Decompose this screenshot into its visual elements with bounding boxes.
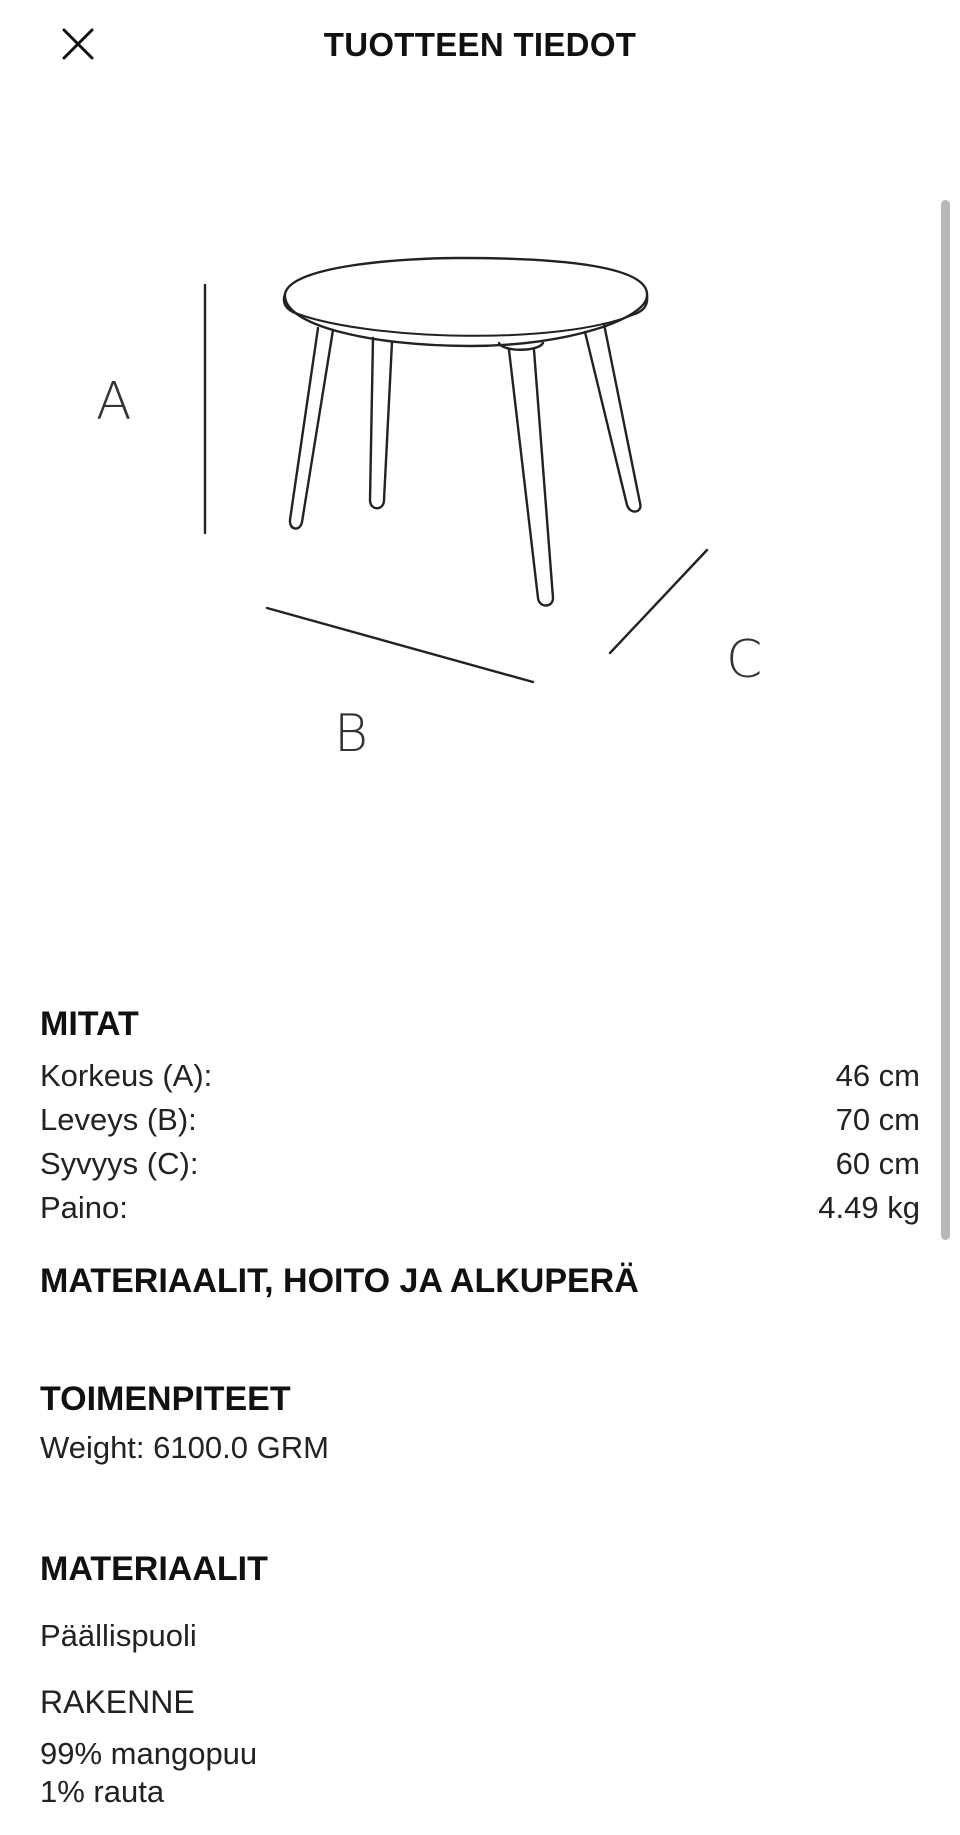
composition-item: 1% rauta — [40, 1774, 165, 1809]
dimension-value: 70 cm — [835, 1102, 920, 1137]
dimension-value: 46 cm — [835, 1058, 920, 1093]
measures-title: TOIMENPITEET — [40, 1380, 291, 1418]
dimension-label-a: A — [96, 372, 132, 432]
header — [0, 0, 960, 92]
materials-title: MATERIAALIT — [40, 1550, 268, 1588]
materials-care-origin-heading[interactable]: MATERIAALIT, HOITO JA ALKUPERÄ — [40, 1262, 639, 1300]
dimensions-title: MITAT — [40, 1005, 139, 1043]
dimension-value: 60 cm — [835, 1146, 920, 1181]
dimension-row-height — [40, 1058, 920, 1102]
dimension-value: 4.49 kg — [818, 1190, 920, 1225]
page-title: TUOTTEEN TIEDOT — [323, 26, 637, 63]
dimension-label: Syvyys (C): — [40, 1146, 199, 1181]
materials-side: Päällispuoli — [40, 1618, 197, 1653]
dimension-diagram — [0, 200, 960, 820]
dimension-row-weight — [40, 1190, 920, 1234]
dimension-label: Paino: — [40, 1190, 128, 1225]
dimension-label-c: C — [726, 630, 763, 690]
dimension-row-width — [40, 1102, 920, 1146]
composition-item: 99% mangopuu — [40, 1736, 258, 1771]
dimension-label-b: B — [334, 704, 369, 764]
table-illustration — [0, 200, 960, 820]
dimension-row-depth — [40, 1146, 920, 1190]
dimension-label: Korkeus (A): — [40, 1058, 213, 1093]
structure-title: RAKENNE — [40, 1684, 195, 1720]
measures-weight-text: Weight: 6100.0 GRM — [40, 1430, 329, 1465]
dimension-label: Leveys (B): — [40, 1102, 197, 1137]
